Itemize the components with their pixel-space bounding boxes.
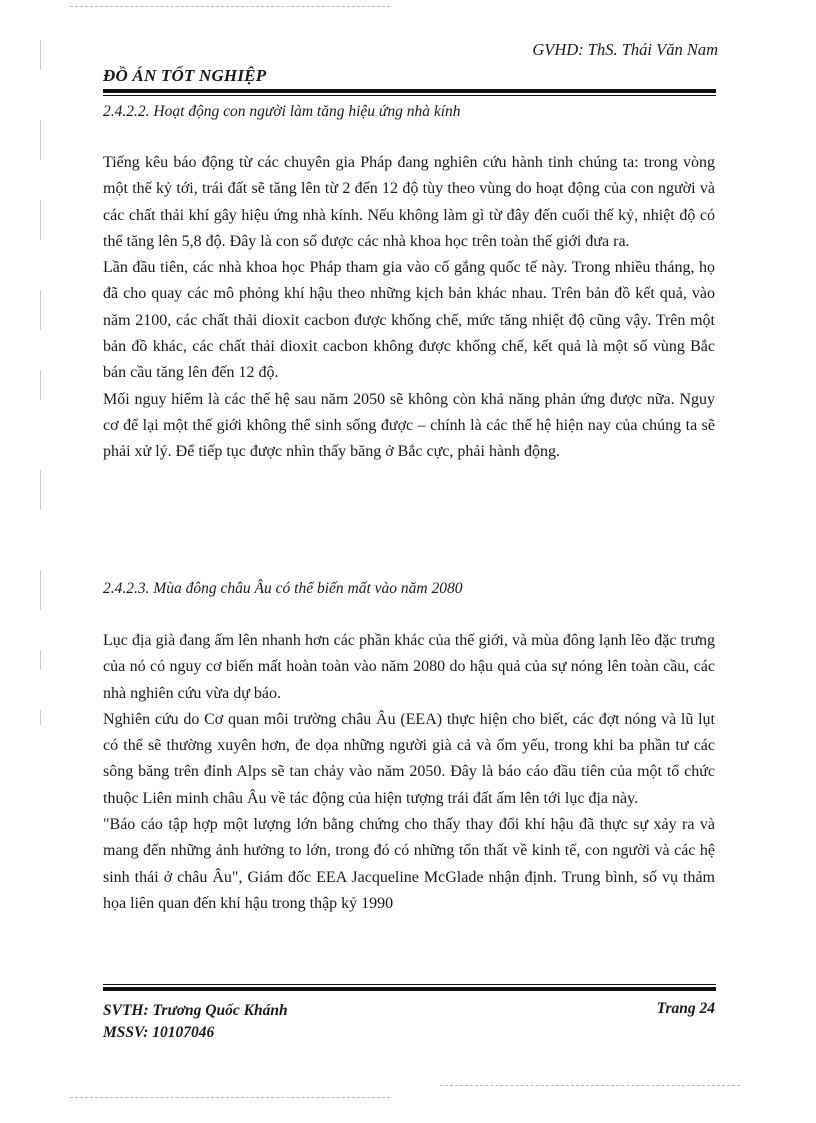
section-heading: 2.4.2.3. Mùa đông châu Âu có thể biến mất vào năm 2080 [103, 580, 463, 597]
scan-margin-mark [40, 710, 41, 725]
scan-margin-mark [40, 200, 41, 240]
student-id: MSSV: 10107046 [103, 1024, 215, 1041]
header-rule [103, 89, 716, 93]
header-rule-thin [103, 95, 716, 96]
section-body [103, 628, 715, 917]
section-heading: 2.4.2.2. Hoạt động con người làm tăng hiệu ứng nhà kính [103, 103, 461, 120]
page-number: Trang 24 [656, 1000, 715, 1017]
scan-margin-mark [40, 470, 41, 510]
footer-rule-thin [103, 984, 716, 985]
paragraph: Lục địa già đang ấm lên nhanh hơn các phần khác của thế giới, và mùa đông lạnh lẽo đặc trưng của nó có nguy cơ biến mất hoàn toàn vào năm 2080 do hậu quả của sự nóng lên toàn cầu, các nhà nghiên cứu vừa dự báo. [103, 632, 715, 702]
scan-edge-top [70, 6, 390, 7]
paragraph: Mối nguy hiểm là các thế hệ sau năm 2050 sẽ không còn khả năng phản ứng được nữa. Nguy cơ để lại một thế giới không thể sinh sống được – chính là các thế hệ hiện nay của chúng ta sẽ phải xử lý. Để tiếp tục được nhìn thấy băng ở Bắc cực, phải hành động. [103, 390, 715, 461]
paragraph: Lần đầu tiên, các nhà khoa học Pháp tham gia vào cố gắng quốc tế này. Trong nhiều tháng, họ đã cho quay các mô phỏng khí hậu theo những kịch bản khác nhau. Trên bản đồ kết quả, vào năm 2100, các chất thải dioxit cacbon được khống chế, mức tăng nhiệt độ cũng vậy. Trên một bản đồ khác, các chất thải dioxit cacbon không được khống chế, kết quả là một số vùng Bắc bán cầu tăng lên đến 12 độ. [103, 259, 715, 382]
scan-margin-mark [40, 120, 41, 160]
paragraph: "Báo cáo tập hợp một lượng lớn bằng chứng cho thấy thay đổi khí hậu đã thực sự xảy ra và mang đến những ảnh hưởng to lớn, trong đó có những tổn thất về kinh tế, con người và các hệ sinh thái ở châu Âu", Giám đốc EEA Jacqueline McGlade nhận định. Trung bình, số vụ thảm họa liên quan đến khí hậu trong thập kỷ 1990 [103, 816, 715, 912]
footer-author-block [103, 1000, 288, 1044]
scan-margin-mark [40, 40, 41, 70]
scan-margin-mark [40, 570, 41, 610]
paragraph: Tiếng kêu báo động từ các chuyên gia Pháp đang nghiên cứu hành tinh chúng ta: trong vòng một thế kỷ tới, trái đất sẽ tăng lên từ 2 đến 12 độ tùy theo vùng do hoạt động của con người và các chất thải khí gây hiệu ứng nhà kính. Nếu không làm gì từ đây đến cuối thế kỷ, nhiệt độ có thể tăng lên 5,8 độ. Đây là con số được các nhà khoa học trên toàn thế giới đưa ra. [103, 154, 715, 250]
paragraph: Nghiên cứu do Cơ quan môi trường châu Âu (EEA) thực hiện cho biết, các đợt nóng và lũ lụt có thể sẽ thường xuyên hơn, đe dọa những người già cả và ốm yếu, trong khi ba phần tư các sông băng trên đỉnh Alps sẽ tan chảy vào năm 2050. Đây là báo cáo đầu tiên của một tổ chức thuộc Liên minh châu Âu về tác động của hiện tượng trái đất ấm lên tới lục địa này. [103, 710, 715, 807]
supervisor-label: GVHD: ThS. Thái Văn Nam [532, 40, 718, 59]
section-body [103, 150, 715, 466]
project-title: ĐỒ ÁN TỐT NGHIỆP [103, 66, 267, 85]
student-name: SVTH: Trương Quốc Khánh [103, 1002, 288, 1019]
scan-margin-mark [40, 370, 41, 400]
scan-edge-bottom-right [440, 1085, 740, 1086]
scan-margin-mark [40, 650, 41, 670]
footer-rule [103, 987, 716, 991]
scan-margin-mark [40, 290, 41, 330]
scan-edge-bottom-left [70, 1097, 390, 1098]
